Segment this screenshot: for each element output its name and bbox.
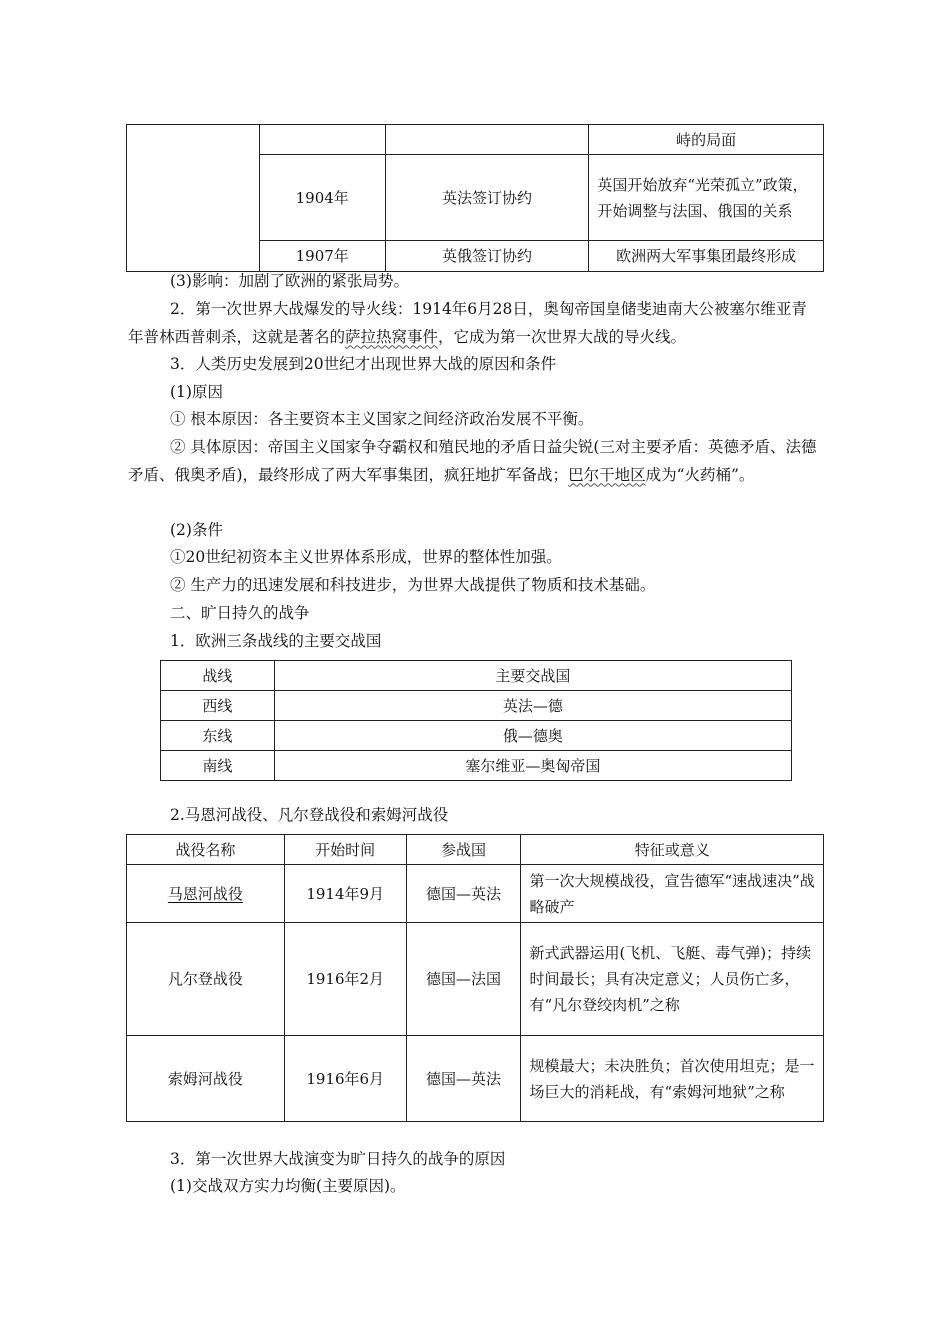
battle-name [127,1036,285,1122]
text-span: ② 具体原因：帝国主义国家争夺霸权和殖民地的矛盾日益尖锐(三对主要矛盾：英德矛盾、法德矛盾、俄奥矛盾)，最终形成了两大军事集团，疯狂地扩军备战； [128,438,817,484]
paragraph-trigger [128,296,818,351]
balkans-term: 巴尔干地区 [568,465,646,484]
battle-countries: 德国—法国 [406,923,521,1036]
battles-table [126,834,824,1122]
paragraph-condition-2: ② 生产力的迅速发展和科技进步，为世界大战提供了物质和技术基础。 [170,576,656,594]
paragraph-fronts-title: 1．欧洲三条战线的主要交战国 [170,632,382,650]
paragraph-root-cause: ① 根本原因：各主要资本主义国家之间经济政治发展不平衡。 [170,410,594,428]
battle-name [127,923,285,1036]
text-span: ，它成为第一次世界大战的导火线。 [438,327,687,346]
front-name: 东线 [161,721,275,751]
paragraph-condition-1: ①20世纪初资本主义世界体系形成，世界的整体性加强。 [170,548,562,566]
paragraph-battles-title: 2.马恩河战役、凡尔登战役和索姆河战役 [170,806,449,824]
paragraph-impact: (3)影响：加剧了欧洲的紧张局势。 [170,272,409,290]
section-heading: 二、旷日持久的战争 [170,604,310,622]
battle-countries: 德国—英法 [406,1036,521,1122]
event-cell: 英俄签订协约 [385,241,589,272]
event-cell [385,125,589,155]
paragraph-conditions: (2)条件 [170,521,223,539]
year-cell: 1904年 [259,155,385,241]
text-span: 2．第一次世界大战爆发的导火线：1914年6月28日，奥匈帝国皇储斐迪南大公被塞尔维亚青年普林西普刺杀，这就是著名的 [128,300,807,346]
impact-cell: 英国开始放弃“光荣孤立”政策，开始调整与法国、俄国的关系 [589,155,824,241]
table-header: 开始时间 [284,835,406,865]
battle-name-text: 马恩河战役 [167,884,243,903]
table-header: 战线 [161,661,275,691]
battle-name-text: 凡尔登战役 [167,970,243,988]
alliance-table [126,124,824,272]
impact-cell: 欧洲两大军事集团最终形成 [589,241,824,272]
battle-meaning: 第一次大规模战役，宣告德军“速战速决”战略破产 [521,865,824,923]
battle-meaning: 新式武器运用(飞机、飞艇、毒气弹)；持续时间最长；具有决定意义；人员伤亡多，有“凡尔登绞肉机”之称 [521,923,824,1036]
table-header: 战役名称 [127,835,285,865]
empty-cell [127,125,260,272]
battle-countries: 德国—英法 [406,865,521,923]
fronts-table [160,660,792,781]
sarajevo-term: 萨拉热窝事件 [345,327,439,346]
battle-meaning: 规模最大；未决胜负；首次使用坦克；是一场巨大的消耗战，有“索姆河地狱”之称 [521,1036,824,1122]
front-name: 南线 [161,751,275,781]
paragraph-specific-cause [128,434,818,489]
battle-name-text: 索姆河战役 [167,1069,243,1088]
paragraph-causes: (1)原因 [170,383,223,401]
paragraph-heading-3: 3．人类历史发展到20世纪才出现世界大战的原因和条件 [170,355,557,373]
battle-name [127,865,285,923]
front-belligerents: 英法—德 [274,691,791,721]
front-belligerents: 俄—德奥 [274,721,791,751]
year-cell [259,125,385,155]
table-header: 主要交战国 [274,661,791,691]
paragraph-balance: (1)交战双方实力均衡(主要原因)。 [170,1177,406,1195]
battle-time: 1916年6月 [284,1036,406,1122]
battle-time: 1916年2月 [284,923,406,1036]
text-span: 成为“火药桶”。 [645,465,755,484]
impact-cell: 峙的局面 [589,125,824,155]
table-header: 特征或意义 [521,835,824,865]
front-name: 西线 [161,691,275,721]
front-belligerents: 塞尔维亚—奥匈帝国 [274,751,791,781]
year-cell: 1907年 [259,241,385,272]
event-cell: 英法签订协约 [385,155,589,241]
table-header: 参战国 [406,835,521,865]
battle-time: 1914年9月 [284,865,406,923]
paragraph-heading-prolonged: 3．第一次世界大战演变为旷日持久的战争的原因 [170,1150,506,1168]
